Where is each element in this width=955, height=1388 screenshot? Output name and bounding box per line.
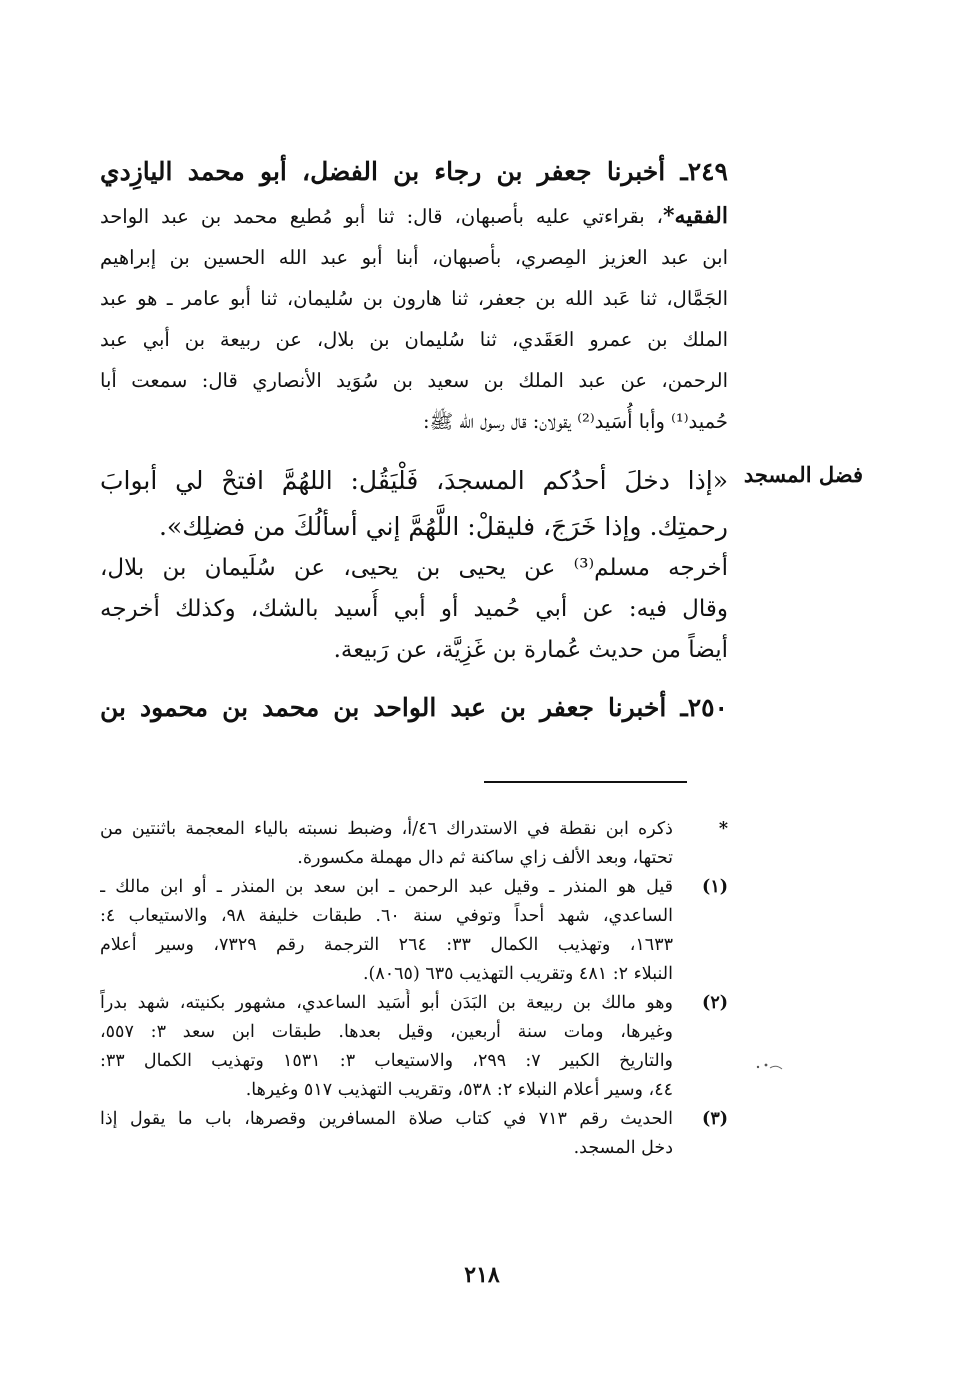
takhrij-line: وقال فيه: عن أبي حُميد أو أبي أُسيد بالشك، وكذلك أخرجه — [100, 596, 728, 622]
isnad-line: ابن عبد العزيز المِصري، بأصبهان، أبنا أبو عبد الله الحسين بن إبراهيم — [100, 246, 728, 269]
hadith-matn — [100, 458, 728, 550]
footnote-star — [100, 815, 728, 873]
footnote-mark: * — [718, 819, 728, 839]
isnad-line-1-rest: ، بقراءتي عليه بأصبهان، قال: ثنا أبو مُطيع محمد بن عبد الواحد — [100, 205, 663, 228]
footnote-mark: (٢) — [702, 993, 728, 1013]
matn-line: رحمتِك. وإذا خَرَجَ، فليقلْ: اللَّهُمَّ إني أسألُكَ من فضلِك». — [158, 512, 728, 541]
footnote-line: النبلاء ٢: ٤٨١ وتقريب التهذيب ٦٣٥ (٨٠٦٥). — [362, 964, 673, 984]
isnad-line: الجَمَّال، ثنا عَبد الله بن جعفر، ثنا هارون بن سُليمان، ثنا أبو عامر ـ هو عبد — [100, 287, 728, 310]
footnote-line: وهو مالك بن ربيعة بن البَدَن أبو أُسَيد الساعدي، مشهور بكنيته، شهد بدراً — [100, 993, 673, 1013]
footnote-line: دخل المسجد. — [573, 1138, 673, 1158]
footnote-mark: (١) — [702, 877, 728, 897]
isnad-line: حُميد⁽¹⁾ وأبا أُسَيد⁽²⁾ يقولان: قال رسول الله ﷺ: — [423, 410, 728, 433]
footnotes — [100, 815, 728, 1163]
footnote-line: ١٦٣٣، وتهذيب الكمال ٣٣: ٢٦٤ الترجمة رقم ٧٣٢٩، وسير أعلام — [100, 935, 673, 955]
footnote-line: الحديث رقم ٧١٣ في كتاب صلاة المسافرين وقصرها، باب ما يقول إذا — [100, 1109, 673, 1129]
isnad-line: الرحمن، عن عبد الملك بن سعيد بن سُوَيد الأنصاري قال: سمعت أبا — [100, 369, 728, 392]
footnote-mark: (٣) — [702, 1109, 728, 1129]
takhrij-line: أيضاً من حديث عُمارة بن غَزِيَّة، عن رَبيعة. — [333, 637, 728, 663]
footnote-line: قيل هو المنذر ـ وقيل عبد الرحمن ـ ابن سعد بن المنذر ـ أو ابن مالك ـ — [100, 877, 673, 897]
footnote-line: والتاريخ الكبير ٧: ٢٩٩، والاستيعاب ٣: ١٥٣١ وتهذيب الكمال ٣٣: — [100, 1051, 673, 1071]
footnote-separator — [484, 781, 687, 783]
footnote-3 — [100, 1105, 728, 1163]
footnote-2 — [100, 989, 728, 1105]
footnote-line: الساعدي، شهد أحداً وتوفي سنة ٦٠. طبقات خليفة ٩٨، والاستيعاب ٤: — [100, 906, 673, 926]
matn-line: «إذا دخلَ أحدُكم المسجدَ، فَلْيَقُل: اللهُمَّ افتحْ لي أبوابَ — [100, 466, 728, 495]
hadith-249-isnad — [100, 196, 728, 442]
isnad-line-1 — [100, 196, 728, 237]
footnote-line: ٤٤، وسير أعلام النبلاء ٢: ٥٣٨، وتقريب التهذيب ٥١٧ وغيرها. — [245, 1080, 673, 1100]
hadith-249-heading — [100, 150, 728, 194]
ink-smudge — [754, 1058, 784, 1074]
takhrij-paragraph — [100, 548, 728, 671]
margin-title: فضل المسجد — [743, 462, 863, 487]
faqih-word: الفقيه* — [662, 203, 728, 229]
takhrij-line: أخرجه مسلم⁽³⁾ عن يحيى بن يحيى، عن سُلَيمان بن بلال، — [100, 555, 728, 581]
heading-line: ٢٥٠ـ أخبرنا جعفر بن عبد الواحد بن محمد بن محمود بن — [100, 693, 728, 722]
heading-line: ٢٤٩ـ أخبرنا جعفر بن رجاء بن الفضل، أبو محمد اليازِدي — [100, 157, 728, 186]
hadith-250-heading — [100, 686, 728, 730]
footnote-line: تحتها، وبعد الألف زاي ساكنة ثم دال مهملة مكسورة. — [297, 848, 673, 868]
footnote-line: ذكره ابن نقطة في الاستدراك ٤٦/أ، وضبط نسبته بالياء المعجمة باثنتين من — [100, 819, 673, 839]
isnad-line: الملك بن عمرو العَقَدي، ثنا سُليمان بن بلال، عن ربيعة بن أبي عبد — [100, 328, 728, 351]
footnote-line: وغيرها، ومات سنة أربعين، وقيل بعدها. طبقات ابن سعد ٣: ٥٥٧، — [100, 1022, 673, 1042]
page-number: ٢١٨ — [464, 1262, 500, 1288]
footnote-1 — [100, 873, 728, 989]
